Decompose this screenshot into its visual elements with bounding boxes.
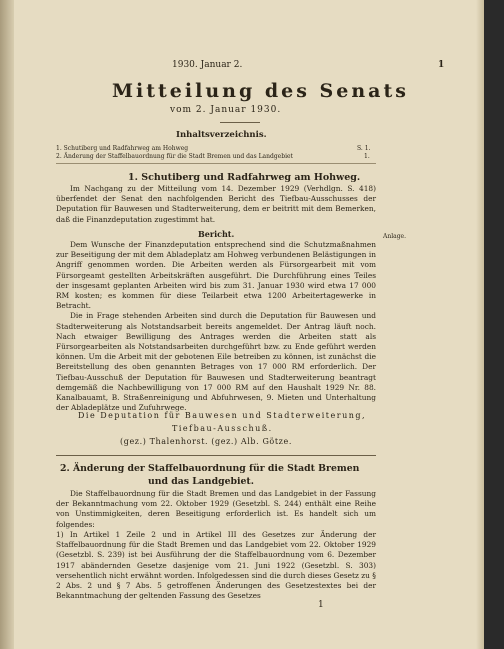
- footer-page-number: 1: [318, 600, 324, 610]
- toc-item-2-page: 1.: [364, 153, 370, 160]
- section-2-item-1: [56, 530, 376, 601]
- toc-divider: [56, 163, 376, 164]
- bericht-paragraph-1: Dem Wunsche der Finanzdeputation entsprechend sind die Schutzmaßnahmen zur Beseitigung der mit dem Abladeplatz am Hohweg verbundenen Belästigungen in Angriff genommen worden. Die Arbeiten werden als Fürsorgearbeit mit vom Fürsorgeamt gestellten Arbeitskräften ausgeführt. Die Durchführung eines Teiles der insgesamt geplanten Arbeiten wird bis zum 31. Januar 1930 wird etwa 17 000 RM kosten; es kommen für diese Teilarbeit etwa 1200 Arbeitertagewerke in Betracht.: [56, 240, 376, 311]
- section-2-heading-line-1: 2. Änderung der Staffelbauordnung für die Stadt Bremen: [60, 463, 360, 474]
- signature-deputation: Die Deputation für Bauwesen und Stadterweiterung,: [78, 411, 367, 420]
- toc-item-1-page: S. 1.: [357, 145, 371, 152]
- page-edge: [476, 0, 484, 649]
- section-2-intro-text: Die Staffelbauordnung für die Stadt Bremen und das Landgebiet in der Fassung der Bekanntmachung vom 22. Oktober 1929 (Gesetzbl. S. 244) enthält eine Reihe von Unstimmigkeiten, deren Beseitigung erforderlich ist. Es handelt sich um folgendes:: [56, 489, 376, 529]
- book-spine: [0, 0, 14, 649]
- page-subtitle: vom 2. Januar 1930.: [170, 105, 282, 115]
- section-1-intro: [56, 184, 376, 225]
- section-1-heading: 1. Schutiberg und Radfahrweg am Hohweg.: [128, 172, 361, 183]
- section-2-heading-line-2: und das Landgebiet.: [148, 476, 254, 487]
- signature-names: (gez.) Thalenhorst. (gez.) Alb. Götze.: [120, 437, 292, 446]
- header-page-number: 1: [438, 60, 445, 70]
- margin-note-anlage: Anlage.: [383, 233, 406, 240]
- bericht-body: [56, 240, 376, 413]
- bericht-heading: Bericht.: [198, 229, 235, 239]
- toc-item-1: 1. Schutiberg und Radfahrweg am Hohweg: [56, 145, 189, 152]
- bericht-paragraph-2: Die in Frage stehenden Arbeiten sind durch die Deputation für Bauwesen und Stadterweiterung als Notstandsarbeit bereits angemeldet. Der Antrag läuft noch. Nach etwaiger Bewilligung des Antrages werden die Arbeiten statt als Fürsorgearbeiten als Notstandsarbeiten durchgeführt bzw. zu Ende geführt werden können. Um die Arbeit mit der gebotenen Eile betreiben zu können, ist zunächst die Bereitstellung des oben genannten Betrages von 17 000 RM erforderlich. Der Tiefbau-Ausschuß der Deputation für Bauwesen und Stadterweiterung beantragt demgemäß die Nachbewilligung von 17 000 RM auf den Haushalt 1929 Nr. 88. Kanalbauamt, B. Straßenreinigung und Abfuhrwesen, 9. Mieten und Unterhaltung der Abladeplätze und Zufuhrwege.: [56, 311, 376, 413]
- toc-heading: Inhaltsverzeichnis.: [176, 130, 267, 140]
- section-divider: [56, 455, 376, 456]
- section-2-intro: [56, 489, 376, 530]
- signature-committee: Tiefbau-Ausschuß.: [172, 424, 273, 433]
- toc-item-2: 2. Änderung der Staffelbauordnung für die Stadt Bremen und das Landgebiet: [56, 153, 293, 160]
- section-1-intro-text: Im Nachgang zu der Mitteilung vom 14. Dezember 1929 (Verhdlgn. S. 418) überfendet der Senat den nachfolgenden Bericht des Tiefbau-Ausschusses der Deputation für Bauwesen und Stadterweiterung, dem er beitritt mit dem Bemerken, daß die Finanzdeputation zugestimmt hat.: [56, 184, 376, 224]
- header-date: 1930. Januar 2.: [172, 60, 243, 70]
- title-divider: [220, 122, 260, 123]
- page-title: Mitteilung des Senats: [112, 80, 409, 102]
- section-2-item-1-text: 1) In Artikel 1 Zeile 2 und in Artikel III des Gesetzes zur Änderung der Staffelbauordnung für die Stadt Bremen und das Landgebiet vom 22. Oktober 1929 (Gesetzbl. S. 239) ist bei Ausführung der die Staffelbauordnung vom 6. Dezember 1917 abändernden Gesetze dasjenige vom 21. Juni 1922 (Gesetzbl. S. 303) versehentlich nicht erwähnt worden. Infolgedessen sind die durch dieses Gesetz zu § 2 Abs. 2 und § 7 Abs. 5 getroffenen Änderungen des Gesetzestextes bei der Bekanntmachung der geltenden Fassung des Gesetzes: [56, 530, 376, 601]
